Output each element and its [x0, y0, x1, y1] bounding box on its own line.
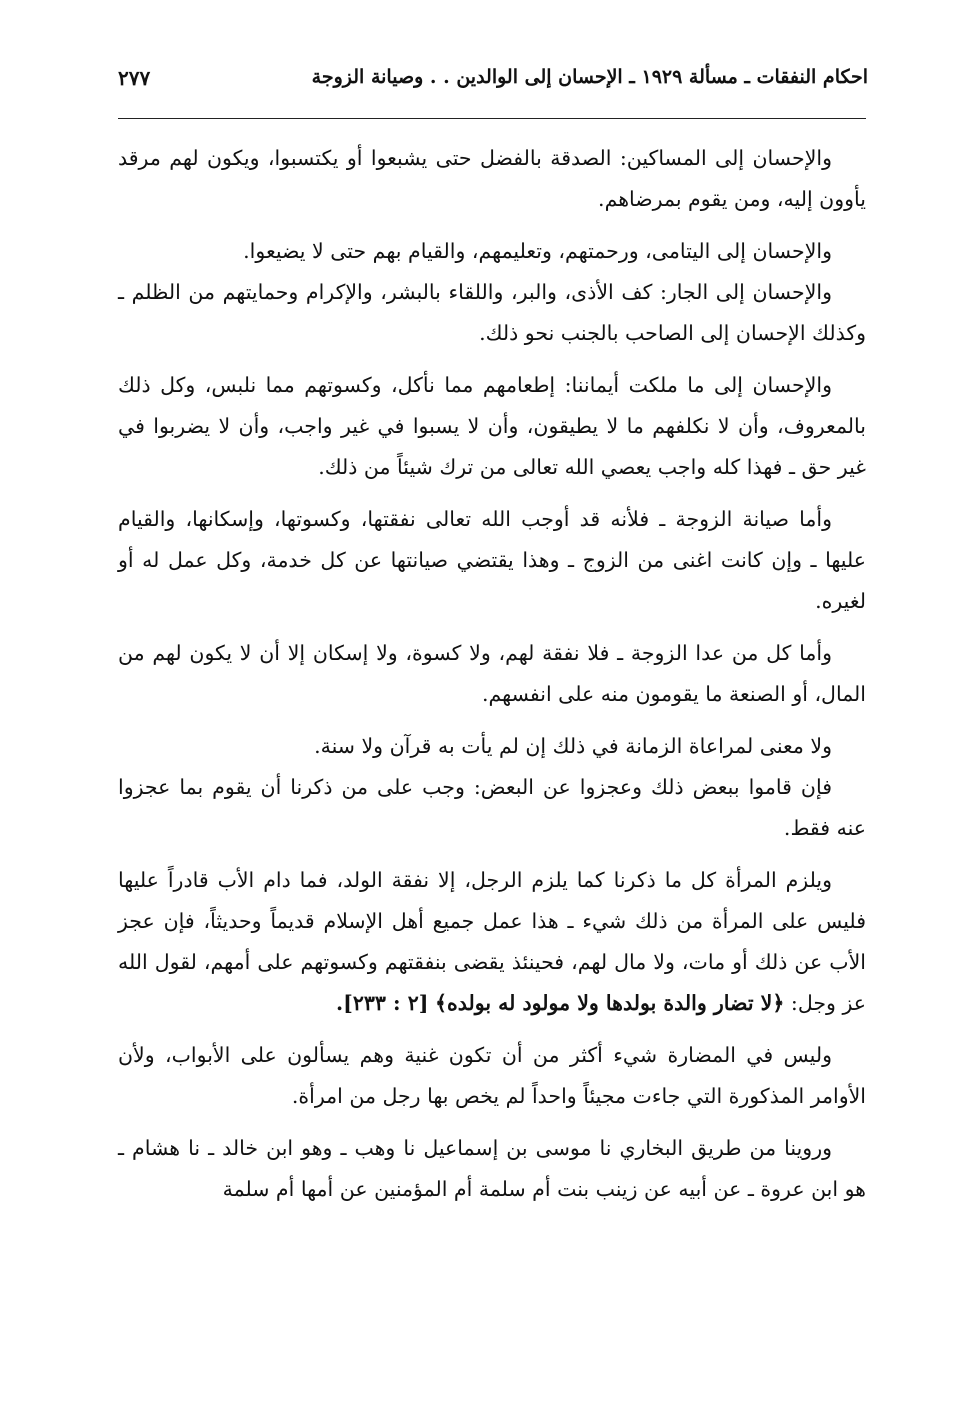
paragraph: فإن قاموا ببعض ذلك وعجزوا عن البعض: وجب على من ذكرنا أن يقوم بما عجزوا عنه فقط. — [118, 775, 866, 840]
paragraph-text: ويلزم المرأة كل ما ذكرنا كما يلزم الرجل، إلا نفقة الولد، فما دام الأب قادراً عليها فليس على المرأة من ذلك شيء ـ هذا عمل جميع أهل الإسلام قديماً وحديثاً، فإن عجز الأب عن ذلك أو مات، ولا مال لهم، فحينئذ يقضى بنفقتهم وكسوتهم على أمهم، لقول الله عز وجل: — [118, 868, 866, 1015]
paragraph: ولا معنى لمراعاة الزمانة في ذلك إن لم يأت به قرآن ولا سنة. — [314, 734, 832, 758]
body-text — [118, 138, 866, 1210]
quran-reference: [٢ : ٢٣٣]. — [335, 991, 429, 1015]
paragraph-with-quran-quote — [118, 860, 866, 1024]
quran-verse: ﴿لا تضار والدة بولدها ولا مولود له بولده﴾ — [434, 991, 785, 1015]
header-rule — [118, 118, 866, 119]
paragraph: وليس في المضارة شيء أكثر من أن تكون غنية وهم يسألون على الأبواب، ولأن الأوامر المذكورة التي جاءت مجيئاً واحداً لم يخص بها رجل من امرأة. — [118, 1043, 866, 1108]
page-number: ٢٧٧ — [118, 66, 151, 90]
running-header — [118, 62, 868, 102]
running-header-title: احكام النفقات ـ مسألة ١٩٢٩ ـ الإحسان إلى الوالدين . . وصيانة الزوجة — [311, 66, 868, 88]
paragraph: والإحسان إلى الجار: كف الأذى، والبر، واللقاء بالبشر، والإكرام وحمايتهم من الظلم ـ وكذلك الإحسان إلى الصاحب بالجنب نحو ذلك. — [118, 280, 866, 345]
paragraph: وروينا من طريق البخاري نا موسى بن إسماعيل نا وهب ـ وهو ابن خالد ـ نا هشام ـ هو ابن عروة ـ عن أبيه عن زينب بنت أم سلمة أم المؤمنين عن أمها أم سلمة — [118, 1136, 866, 1201]
paragraph: والإحسان إلى المساكين: الصدقة بالفضل حتى يشبعوا أو يكتسبوا، ويكون لهم مرقد يأوون إليه، ومن يقوم بمرضاهم. — [118, 146, 866, 211]
paragraph: وأما صيانة الزوجة ـ فلأنه قد أوجب الله تعالى نفقتها، وكسوتها، وإسكانها، والقيام عليها ـ وإن كانت اغنى من الزوج ـ وهذا يقتضي صيانتها عن كل خدمة، وكل عمل له أو لغيره. — [118, 507, 866, 613]
paragraph: والإحسان إلى اليتامى، ورحمتهم، وتعليمهم، والقيام بهم حتى لا يضيعوا. — [243, 239, 832, 263]
paragraph: والإحسان إلى ما ملكت أيماننا: إطعامهم مما نأكل، وكسوتهم مما نلبس، وكل ذلك بالمعروف، وأن لا نكلفهم ما لا يطيقون، وأن لا يسبوا في غير واجب، وأن لا يضربوا في غير حق ـ فهذا كله واجب يعصي الله تعالى من ترك شيئاً من ذلك. — [118, 373, 866, 479]
paragraph: وأما كل من عدا الزوجة ـ فلا نفقة لهم، ولا كسوة، ولا إسكان إلا أن لا يكون لهم من المال، أو الصنعة ما يقومون منه على انفسهم. — [118, 641, 866, 706]
